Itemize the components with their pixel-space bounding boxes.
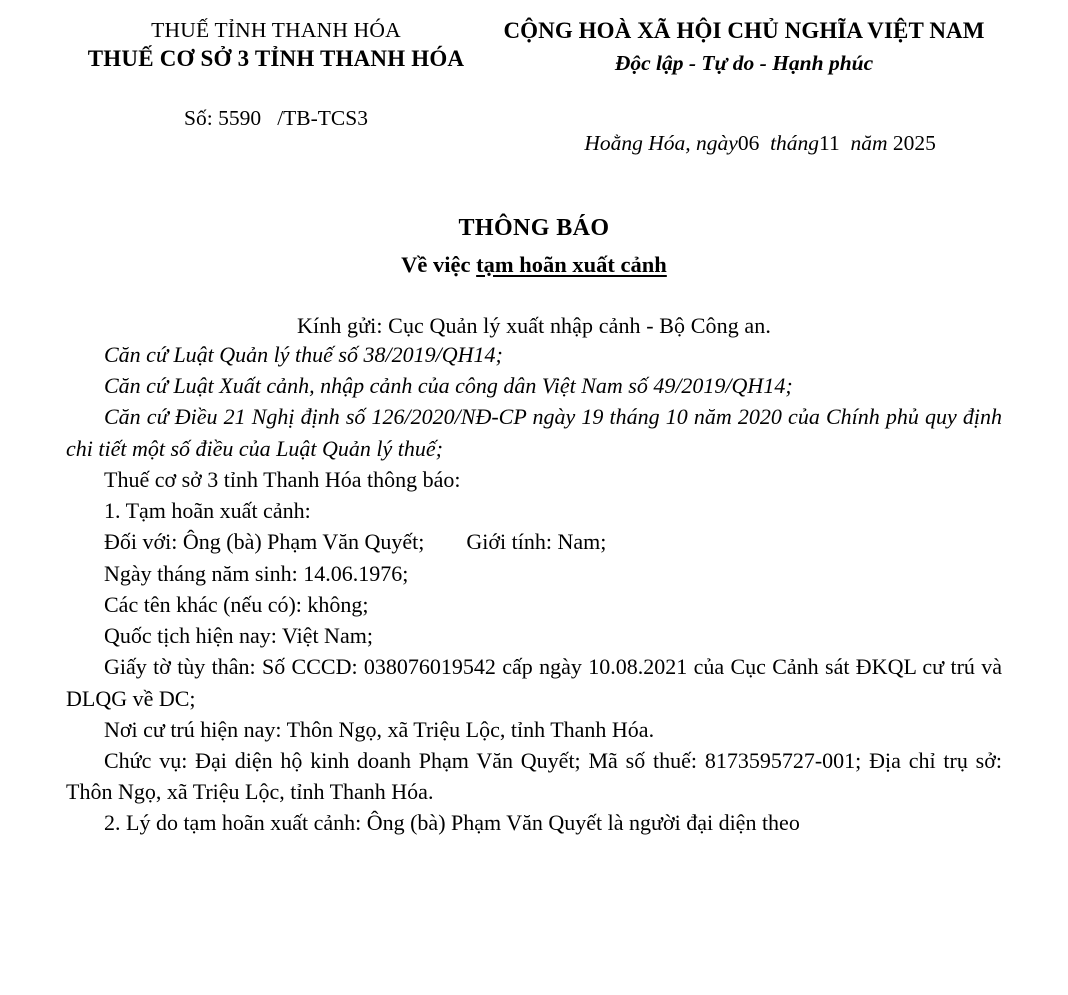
document-header (66, 14, 1002, 80)
section-2-reason: 2. Lý do tạm hoãn xuất cảnh: Ông (bà) Phạm Văn Quyết là người đại diện theo (104, 810, 800, 836)
document-meta-row (66, 106, 1002, 181)
recipient-line: Kính gửi: Cục Quản lý xuất nhập cảnh - Bộ Công an. (297, 312, 771, 338)
section-1-heading: 1. Tạm hoãn xuất cảnh: (104, 498, 311, 524)
announcement-intro: Thuế cơ sở 3 tỉnh Thanh Hóa thông báo: (104, 466, 461, 492)
page-title: THÔNG BÁO (458, 214, 610, 241)
subject-other-names: Các tên khác (nếu có): không; (104, 591, 369, 617)
issue-month: 11 (819, 130, 840, 155)
subject-position: Chức vụ: Đại diện hộ kinh doanh Phạm Văn Quyết; Mã số thuế: 8173595727-001; Địa chỉ trụ sở: Thôn Ngọ, xã Triệu Lộc, tỉnh Thanh Hóa. (66, 748, 1002, 805)
subject-nationality: Quốc tịch hiện nay: Việt Nam; (104, 623, 373, 649)
legal-basis-2: Căn cứ Luật Xuất cảnh, nhập cảnh của công dân Việt Nam số 49/2019/QH14; (104, 373, 793, 399)
document-place-date (486, 106, 1002, 181)
issuing-authority-block (66, 14, 486, 75)
year-label: năm (850, 130, 888, 155)
subtitle-emphasis: tạm hoãn xuất cảnh (476, 251, 667, 277)
country-name: CỘNG HOÀ XÃ HỘI CHỦ NGHĨA VIỆT NAM (503, 18, 985, 43)
subject-identity-document: Giấy tờ tùy thân: Số CCCD: 038076019542 cấp ngày 10.08.2021 của Cục Cảnh sát ĐKQL cư trú và DLQG về DC; (66, 654, 1002, 711)
issue-day: 06 (737, 130, 760, 155)
legal-basis-1: Căn cứ Luật Quản lý thuế số 38/2019/QH14; (104, 341, 503, 367)
subject-name-text: Đối với: Ông (bà) Phạm Văn Quyết; (104, 529, 425, 555)
legal-basis-3: Căn cứ Điều 21 Nghị định số 126/2020/NĐ-CP ngày 19 tháng 10 năm 2020 của Chính phủ quy định chi tiết một số điều của Luật Quản lý thuế; (66, 404, 1002, 461)
authority-parent-name: THUẾ TỈNH THANH HÓA (151, 18, 401, 42)
month-label: tháng (770, 130, 820, 155)
subject-dob: Ngày tháng năm sinh: 14.06.1976; (104, 560, 409, 586)
national-motto: Độc lập - Tự do - Hạnh phúc (614, 51, 874, 76)
subject-residence: Nơi cư trú hiện nay: Thôn Ngọ, xã Triệu Lộc, tỉnh Thanh Hóa. (104, 716, 655, 742)
subtitle-prefix: Về việc (401, 251, 477, 277)
place-date-prefix: Hoằng Hóa, ngày (584, 130, 738, 155)
page-subtitle (66, 250, 1002, 279)
national-motto-block (486, 14, 1002, 80)
document-number: Số: 5590 /TB-TCS3 (184, 105, 368, 130)
title-block (66, 213, 1002, 279)
subject-identity-line (66, 526, 1002, 557)
subject-gender-text: Giới tính: Nam; (466, 529, 607, 555)
issue-year: 2025 (892, 130, 936, 155)
authority-name: THUẾ CƠ SỞ 3 TỈNH THANH HÓA (87, 46, 465, 72)
